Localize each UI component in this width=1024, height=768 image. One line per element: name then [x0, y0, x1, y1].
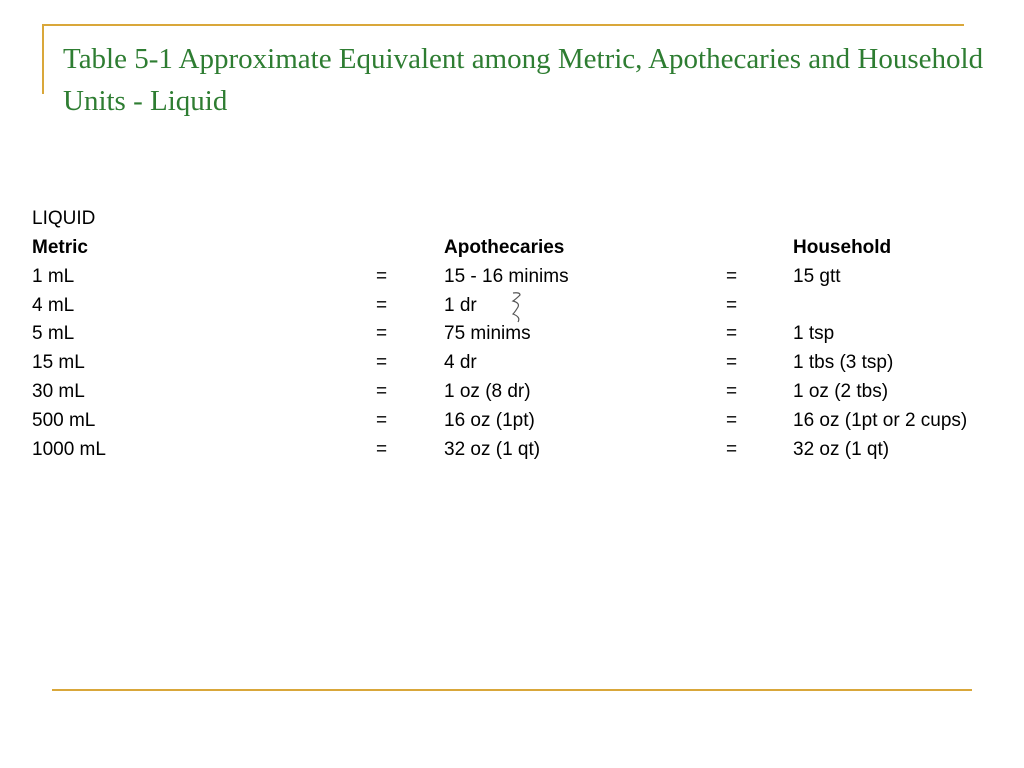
equals-sign: = — [376, 438, 388, 460]
equals-sign: = — [726, 294, 738, 316]
household-value: 15 gtt — [793, 265, 841, 287]
apothecaries-value: 1 dr — [444, 294, 477, 316]
household-value: 16 oz (1pt or 2 cups) — [793, 409, 968, 431]
equals-sign: = — [726, 265, 738, 287]
metric-value: 5 mL — [32, 323, 75, 345]
frame-top-line — [42, 24, 964, 26]
frame-left-line — [42, 24, 44, 94]
equals-sign: = — [726, 323, 738, 345]
metric-value: 15 mL — [32, 352, 85, 374]
equals-sign: = — [726, 409, 738, 431]
apothecaries-value: 1 oz (8 dr) — [444, 380, 531, 402]
equals-sign: = — [376, 323, 388, 345]
equals-sign: = — [376, 409, 388, 431]
header-metric: Metric — [32, 237, 88, 258]
equals-sign: = — [726, 352, 738, 374]
apothecaries-value: 4 dr — [444, 352, 477, 374]
apothecaries-value: 16 oz (1pt) — [444, 409, 535, 431]
section-label: LIQUID — [32, 208, 96, 229]
apothecaries-value: 32 oz (1 qt) — [444, 438, 541, 460]
metric-value: 1 mL — [32, 265, 75, 287]
equals-sign: = — [376, 352, 388, 374]
metric-value: 4 mL — [32, 294, 75, 316]
household-value: 1 tbs (3 tsp) — [793, 352, 894, 374]
equals-sign: = — [376, 294, 388, 316]
frame-bottom-line — [52, 689, 972, 691]
equals-sign: = — [726, 438, 738, 460]
household-value: 32 oz (1 qt) — [793, 438, 890, 460]
apothecaries-value: 75 minims — [444, 323, 531, 345]
equals-sign: = — [376, 265, 388, 287]
household-value: 1 oz (2 tbs) — [793, 380, 889, 402]
metric-value: 500 mL — [32, 409, 96, 431]
slide-title: Table 5-1 Approximate Equivalent among Metric, Apothecaries and Household Units - Liquid — [63, 43, 984, 117]
dram-symbol-icon — [510, 290, 524, 324]
header-apothecaries: Apothecaries — [444, 237, 565, 258]
metric-value: 30 mL — [32, 380, 85, 402]
household-value: 1 tsp — [793, 323, 835, 345]
apothecaries-value: 15 - 16 minims — [444, 265, 569, 287]
header-household: Household — [793, 237, 892, 258]
equals-sign: = — [726, 380, 738, 402]
metric-value: 1000 mL — [32, 438, 106, 460]
equals-sign: = — [376, 380, 388, 402]
